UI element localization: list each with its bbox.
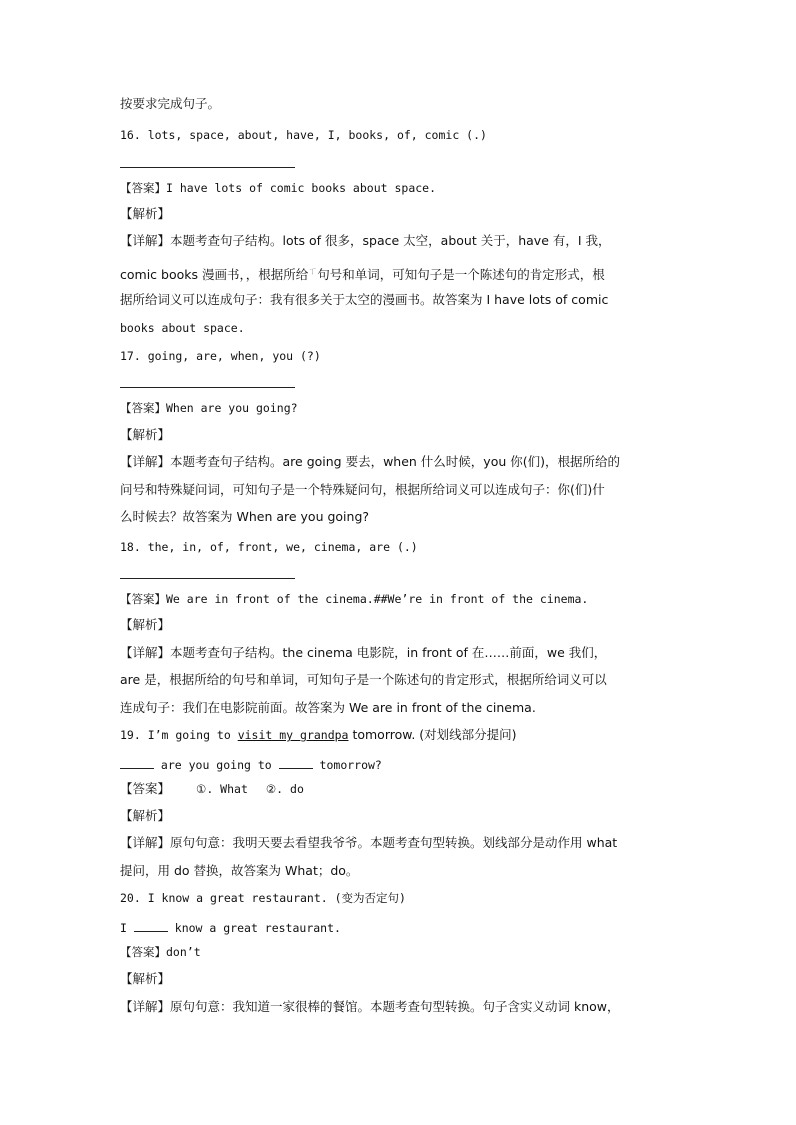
question-20-fill-sentence: [120, 920, 341, 936]
question-19-analysis-label: 【解析】: [120, 808, 171, 823]
question-18-answer: 【答案】We are in front of the cinema.##We’re in front of the cinema.: [120, 592, 589, 606]
question-17-prompt: 17. going, are, when, you (?): [120, 349, 321, 363]
sentence-text: are you going to: [154, 758, 279, 772]
question-18-analysis-label: 【解析】: [120, 617, 171, 632]
sentence-text: tomorrow?: [312, 758, 382, 772]
question-16-detail-line: 据所给词义可以连成句子：我有很多关于太空的漫画书。故答案为 I have lots of comic: [120, 292, 609, 307]
watermark-mark: ㄒ: [308, 267, 318, 277]
detail-text: 句号和单词，可知句子是一个陈述句的肯定形式，根: [317, 267, 605, 283]
question-16-detail-line: books about space.: [120, 321, 245, 335]
question-16-prompt: 16. lots, space, about, have, I, books, of, comic (.): [120, 128, 487, 142]
question-18-detail-line: 连成句子：我们在电影院前面。故答案为 We are in front of the cinema.: [120, 700, 536, 715]
answer-label: 【答案】: [120, 781, 171, 796]
detail-text: comic books 漫画书，，根据所给: [120, 267, 309, 283]
question-17-analysis-label: 【解析】: [120, 427, 171, 442]
answer-blank-line: [120, 578, 295, 579]
question-19-fill-sentence: [120, 757, 382, 773]
section-instruction: 按要求完成句子。: [120, 96, 221, 111]
question-18-detail-line: 【详解】本题考查句子结构。the cinema 电影院，in front of 在……前面，we 我们，: [120, 645, 607, 660]
question-17-answer: 【答案】When are you going?: [120, 401, 298, 415]
question-18-prompt: 18. the, in, of, front, we, cinema, are (.): [120, 540, 418, 554]
fill-blank: [279, 758, 313, 769]
sentence-text: know a great restaurant.: [167, 921, 341, 935]
question-19-detail-line: 【详解】原句句意：我明天要去看望我爷爷。本题考查句型转换。划线部分是动作用 what: [120, 835, 618, 850]
answer-blank-line: [120, 387, 295, 388]
question-19-answer: [120, 781, 304, 797]
fill-blank: [134, 921, 168, 932]
question-18-detail-line: are 是，根据所给的句号和单词，可知句子是一个陈述句的肯定形式，根据所给词义可以: [120, 672, 607, 687]
question-16-answer: 【答案】I have lots of comic books about space.: [120, 181, 437, 195]
sentence-text: I: [120, 921, 134, 935]
question-16-detail-line: 【详解】本题考查句子结构。lots of 很多，space 太空，about 关于，have 有，I 我，: [120, 233, 611, 248]
question-16-analysis-label: 【解析】: [120, 206, 171, 221]
answer-item: ②. do: [265, 782, 304, 796]
question-16-detail-line: [120, 264, 605, 283]
answer-blank-line: [120, 167, 295, 168]
prompt-text: 19. I’m going to: [120, 728, 238, 742]
question-17-detail-line: 问号和特殊疑问词，可知句子是一个特殊疑问句，根据所给词义可以连成句子：你(们)什: [120, 482, 605, 497]
question-20-answer: 【答案】don’t: [120, 945, 201, 959]
answer-item: ①. What: [196, 782, 248, 796]
question-20-analysis-label: 【解析】: [120, 971, 171, 986]
prompt-text: tomorrow. (对划线部分提问): [348, 727, 517, 742]
fill-blank: [120, 758, 154, 769]
question-20-prompt: 20. I know a great restaurant. (变为否定句): [120, 891, 406, 905]
question-20-detail-line: 【详解】原句句意：我知道一家很棒的餐馆。本题考查句型转换。句子含实义动词 know，: [120, 999, 620, 1014]
question-17-detail-line: 么时候去？故答案为 When are you going?: [120, 509, 370, 524]
question-19-detail-line: 提问，用 do 替换，故答案为 What；do。: [120, 863, 359, 878]
question-17-detail-line: 【详解】本题考查句子结构。are going 要去，when 什么时候，you 你(们)，根据所给的: [120, 454, 621, 469]
underlined-phrase: visit my grandpa: [237, 728, 349, 742]
question-19-prompt: [120, 727, 517, 743]
